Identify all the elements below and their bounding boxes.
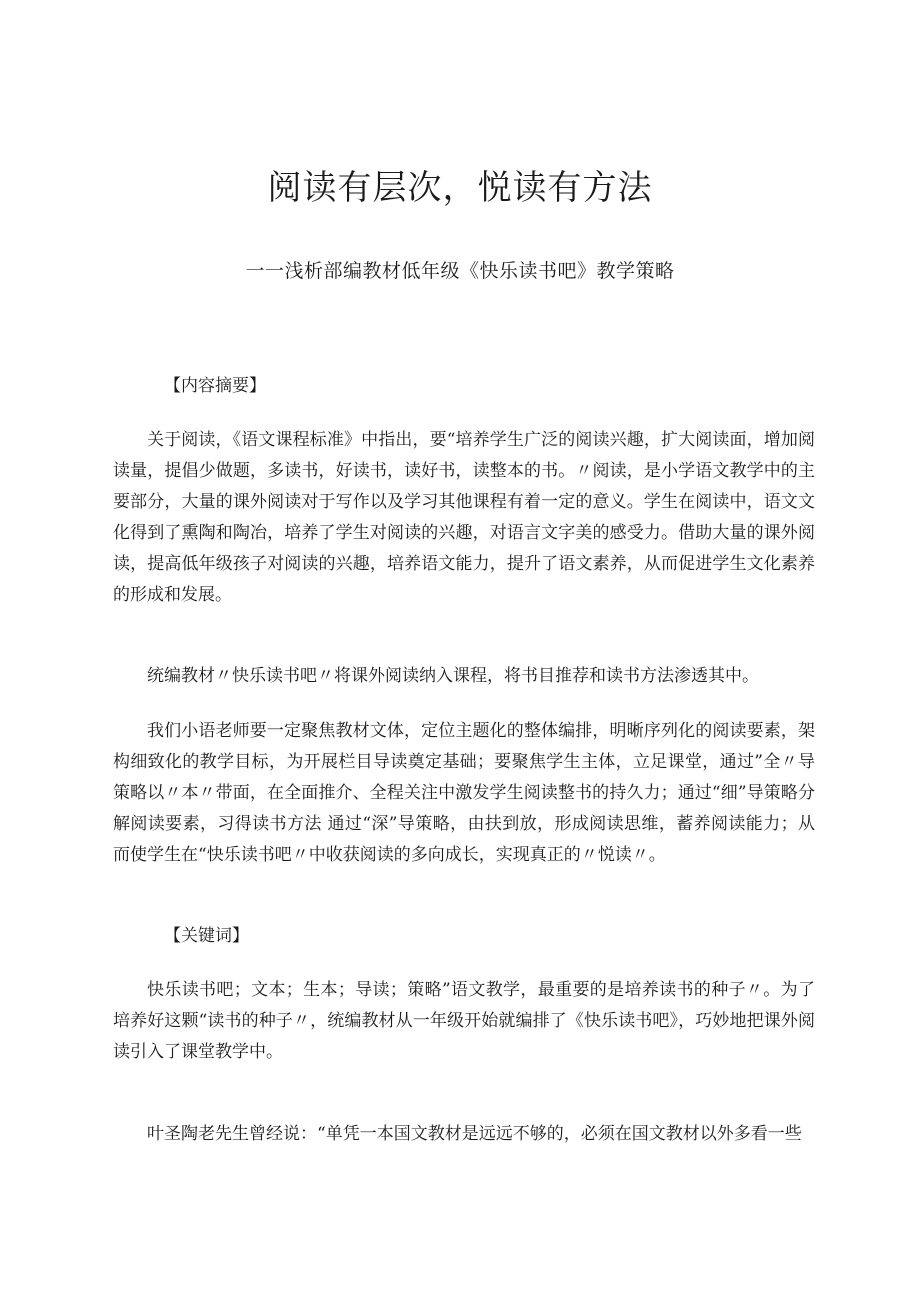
body-paragraph: 关于阅读，《语文课程标准》中指出，要“培养学生广泛的阅读兴趣，扩大阅读面，增加阅读量，提倡少做题，多读书，好读书，读好书，读整本的书。〃阅读，是小学语文教学中的主要部分，大量的课外阅读对于写作以及学习其他课程有着一定的意义。学生在阅读中，语文文化得到了熏陶和陶冶，培养了学生对阅读的兴趣，对语言文字美的感受力。借助大量的课外阅读，提高低年级孩子对阅读的兴趣，培养语文能力，提升了语文素养，从而促进学生文化素养的形成和发展。 (113, 430, 815, 605)
abstract-heading: 【内容摘要】 (164, 376, 266, 396)
document-subtitle: 一一浅析部编教材低年级《快乐读书吧》教学策略 (245, 260, 675, 282)
body-paragraph: 我们小语老师要一定聚焦教材文体，定位主题化的整体编排，明晰序列化的阅读要素，架构细致化的教学目标，为开展栏目导读奠定基础；要聚焦学生主体，立足课堂，通过”全〃导策略以〃本〃带面，在全面推介、全程关注中激发学生阅读整书的持久力；通过“细”导策略分解阅读要素，习得读书方法 通过“深”导策略，由扶到放，形成阅读思维，蓄养阅读能力；从而使学生在“快乐读书吧〃中收获阅读的多向成长，实现真正的〃悦读〃。 (113, 721, 815, 865)
body-paragraph: 统编教材〃快乐读书吧〃将课外阅读纳入课程，将书目推荐和读书方法渗透其中。 (147, 666, 759, 686)
keywords-heading: 【关键词】 (164, 926, 249, 946)
body-paragraph: 快乐读书吧；文本；生本；导读；策略”语文教学，最重要的是培养读书的种子〃。为了培养好这颗“读书的种子〃，统编教材从一年级开始就编排了《快乐读书吧》，巧妙地把课外阅读引入了课堂教学中。 (113, 980, 815, 1062)
body-paragraph: 叶圣陶老先生曾经说：“单凭一本国文教材是远远不够的，必须在国文教材以外多看一些 (147, 1124, 802, 1144)
document-title: 阅读有层次，悦读有方法 (267, 168, 653, 208)
